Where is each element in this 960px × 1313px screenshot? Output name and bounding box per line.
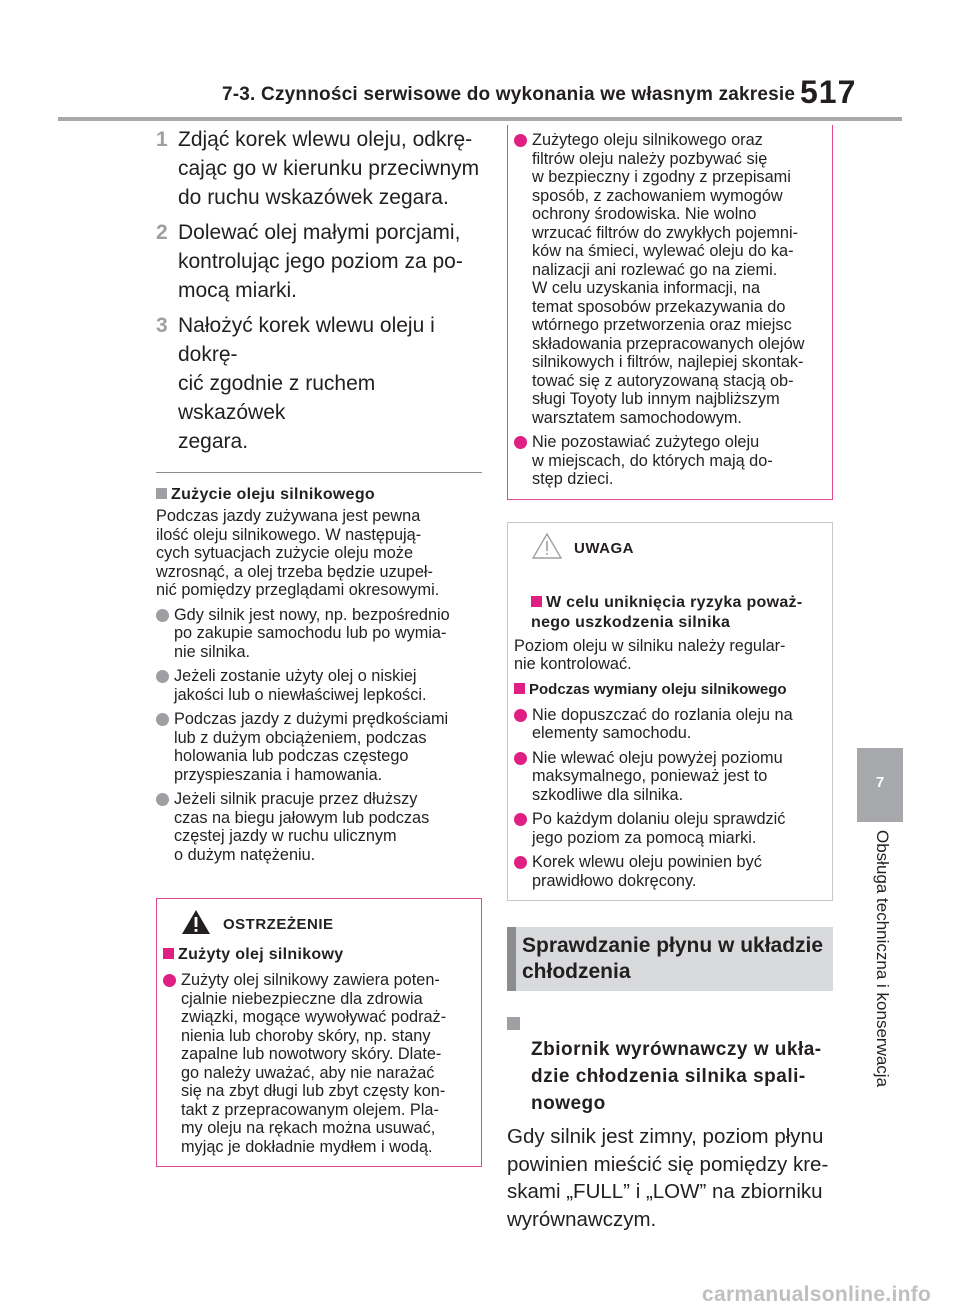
list-item	[514, 749, 826, 805]
list-item-text: Jeżeli zostanie użyty olej o niskiej jakości lub o niewłaściwej lepkości.	[174, 667, 427, 704]
square-bullet-icon	[531, 596, 542, 607]
step-text: Nałożyć korek wlewu oleju i dokrę- cić zgodnie z ruchem wskazówek zegara.	[178, 314, 435, 453]
subsection-heading-text: Zbiornik wyrównawczy w ukła- dzie chłodzenia silnika spali- nowego	[531, 1039, 822, 1114]
step-number: 1	[156, 128, 168, 151]
bullet-dot-icon	[514, 813, 527, 826]
list-item-text: Jeżeli silnik pracuje przez dłuższy czas na biegu jałowym lub podczas częstej jazdy w ruchu ulicznym o dużym natężeniu.	[174, 790, 430, 864]
step-number: 3	[156, 314, 168, 337]
consumption-heading-text: Zużycie oleju silnikowego	[171, 486, 375, 503]
step-text: Zdjąć korek wlewu oleju, odkrę- cając go w kierunku przeciwnym do ruchu wskazówek zegara.	[178, 128, 480, 209]
bullet-dot-icon	[156, 670, 169, 683]
bullet-dot-icon	[163, 974, 176, 987]
watermark: carmanualsonline.info	[702, 1283, 932, 1306]
list-item-text: Nie wlewać oleju powyżej poziomu maksymalnego, ponieważ jest to szkodliwe dla silnika.	[532, 748, 783, 804]
warning-triangle-icon	[181, 909, 211, 935]
warning-heading-text: Zużyty olej silnikowy	[178, 946, 344, 963]
bullet-dot-icon	[514, 134, 527, 147]
notice-heading	[514, 573, 826, 633]
list-item-text: Zużytego oleju silnikowego oraz filtrów oleju należy pozbywać się w bezpieczny i zgodny z przepisami sposób, z zachowaniem wymogów ochrony środowiska. Nie wolno wrzucać filtrów do zwykłych pojemni- ków na śmieci, wylewać oleju do ka- nalizacji ani rozlewać go na ziemi. W celu uzyskania informacji, na temat sposobów przekazywania do wtórnego przetworzenia oraz miejsc składowania przepracowanych olejów silnikowych i filtrów, najlepiej skontak- tować się z autoryzowaną stacją ob- sługi Toyoty lub innym najbliższym warsztatem samochodowym.	[532, 131, 805, 427]
square-bullet-icon	[156, 488, 167, 499]
list-item	[514, 433, 826, 489]
chapter-label-wrap	[858, 830, 902, 1116]
list-item	[514, 853, 826, 890]
list-item	[514, 706, 826, 743]
bullet-dot-icon	[514, 709, 527, 722]
subsection-text: Gdy silnik jest zimny, poziom płynu powinien mieścić się pomiędzy kre- skami „FULL” i „LOW” na zbiorniku wyrównawczym.	[507, 1125, 829, 1231]
notice-text: Poziom oleju w silniku należy regular- nie kontrolować.	[514, 636, 786, 673]
notice-subheading	[514, 680, 826, 700]
bullet-dot-icon	[514, 856, 527, 869]
bullet-dot-icon	[156, 713, 169, 726]
list-item-text: Po każdym dolaniu oleju sprawdzić jego poziom za pomocą miarki.	[532, 810, 786, 847]
step-1	[156, 125, 482, 212]
section-heading: Sprawdzanie płynu w układzie chłodzenia	[507, 927, 833, 991]
list-item	[514, 131, 826, 427]
notice-title-text: UWAGA	[574, 539, 634, 557]
section-title: 7-3. Czynności serwisowe do wykonania we własnym zakresie	[222, 84, 796, 105]
notice-subheading-text: Podczas wymiany oleju silnikowego	[529, 680, 787, 698]
right-column	[507, 125, 833, 1233]
warning-title	[163, 909, 475, 939]
chapter-number: 7	[875, 774, 885, 791]
list-item	[163, 971, 475, 1156]
header-divider	[58, 117, 902, 121]
bullet-dot-icon	[156, 793, 169, 806]
divider	[156, 472, 482, 473]
list-item	[156, 667, 482, 704]
bullet-dot-icon	[514, 752, 527, 765]
list-item-text: Gdy silnik jest nowy, np. bezpośrednio po zakupie samochodu lub po wymia- nie silnika.	[174, 605, 450, 661]
list-item	[514, 810, 826, 847]
notice-box	[507, 522, 833, 902]
chapter-label: Obsługa techniczna i konserwacja	[873, 830, 892, 1088]
list-item-text: Korek wlewu oleju powinien być prawidłowo dokręcony.	[532, 853, 762, 890]
list-item-text: Zużyty olej silnikowy zawiera poten- cjalnie niebezpieczne dla zdrowia związki, mogące wywoływać podraż- nienia lub choroby skóry, np. stany zapalne lub nowotwory skóry. Dlate- go należy uważać, aby nie narażać się na zbyt długi lub zbyt częsty kon- takt z przepracowanym olejem. Pla- my oleju na rękach można usuwać, myjąc je dokładnie mydłem i wodą.	[181, 971, 447, 1156]
step-3	[156, 311, 482, 456]
step-2	[156, 218, 482, 305]
step-text: Dolewać olej małymi porcjami, kontrolując jego poziom za po- mocą miarki.	[178, 221, 463, 302]
subsection-heading	[507, 1009, 833, 1117]
left-column	[156, 125, 482, 1167]
warning-box-continued	[507, 125, 833, 500]
bullet-dot-icon	[514, 436, 527, 449]
warning-heading	[163, 945, 475, 965]
page-number: 517	[800, 74, 857, 110]
warning-box	[156, 898, 482, 1167]
square-bullet-icon	[514, 683, 525, 694]
list-item-text: Nie pozostawiać zużytego oleju w miejscach, do których mają do- stęp dzieci.	[532, 433, 773, 488]
list-item	[156, 606, 482, 662]
bullet-dot-icon	[156, 609, 169, 622]
list-item-text: Podczas jazdy z dużymi prędkościami lub z dużym obciążeniem, podczas holowania lub podczas częstego przyspieszania i hamowania.	[174, 710, 449, 784]
chapter-tab[interactable]	[857, 748, 903, 822]
list-item	[156, 710, 482, 784]
square-bullet-icon	[507, 1017, 520, 1030]
caution-triangle-icon	[532, 533, 562, 559]
list-item-text: Nie dopuszczać do rozlania oleju na elementy samochodu.	[532, 705, 793, 742]
step-number: 2	[156, 221, 168, 244]
square-bullet-icon	[163, 948, 174, 959]
notice-title	[514, 533, 826, 563]
notice-heading-text: W celu uniknięcia ryzyka poważ- nego uszkodzenia silnika	[531, 593, 803, 631]
warning-title-text: OSTRZEŻENIE	[223, 916, 334, 933]
list-item	[156, 790, 482, 864]
consumption-heading	[156, 485, 482, 505]
consumption-text: Podczas jazdy zużywana jest pewna ilość oleju silnikowego. W następują- cych sytuacjach zużycie oleju może wzrosnąć, a olej trzeba będzie uzupeł- nić pomiędzy przeglądami okresowymi.	[156, 507, 440, 599]
